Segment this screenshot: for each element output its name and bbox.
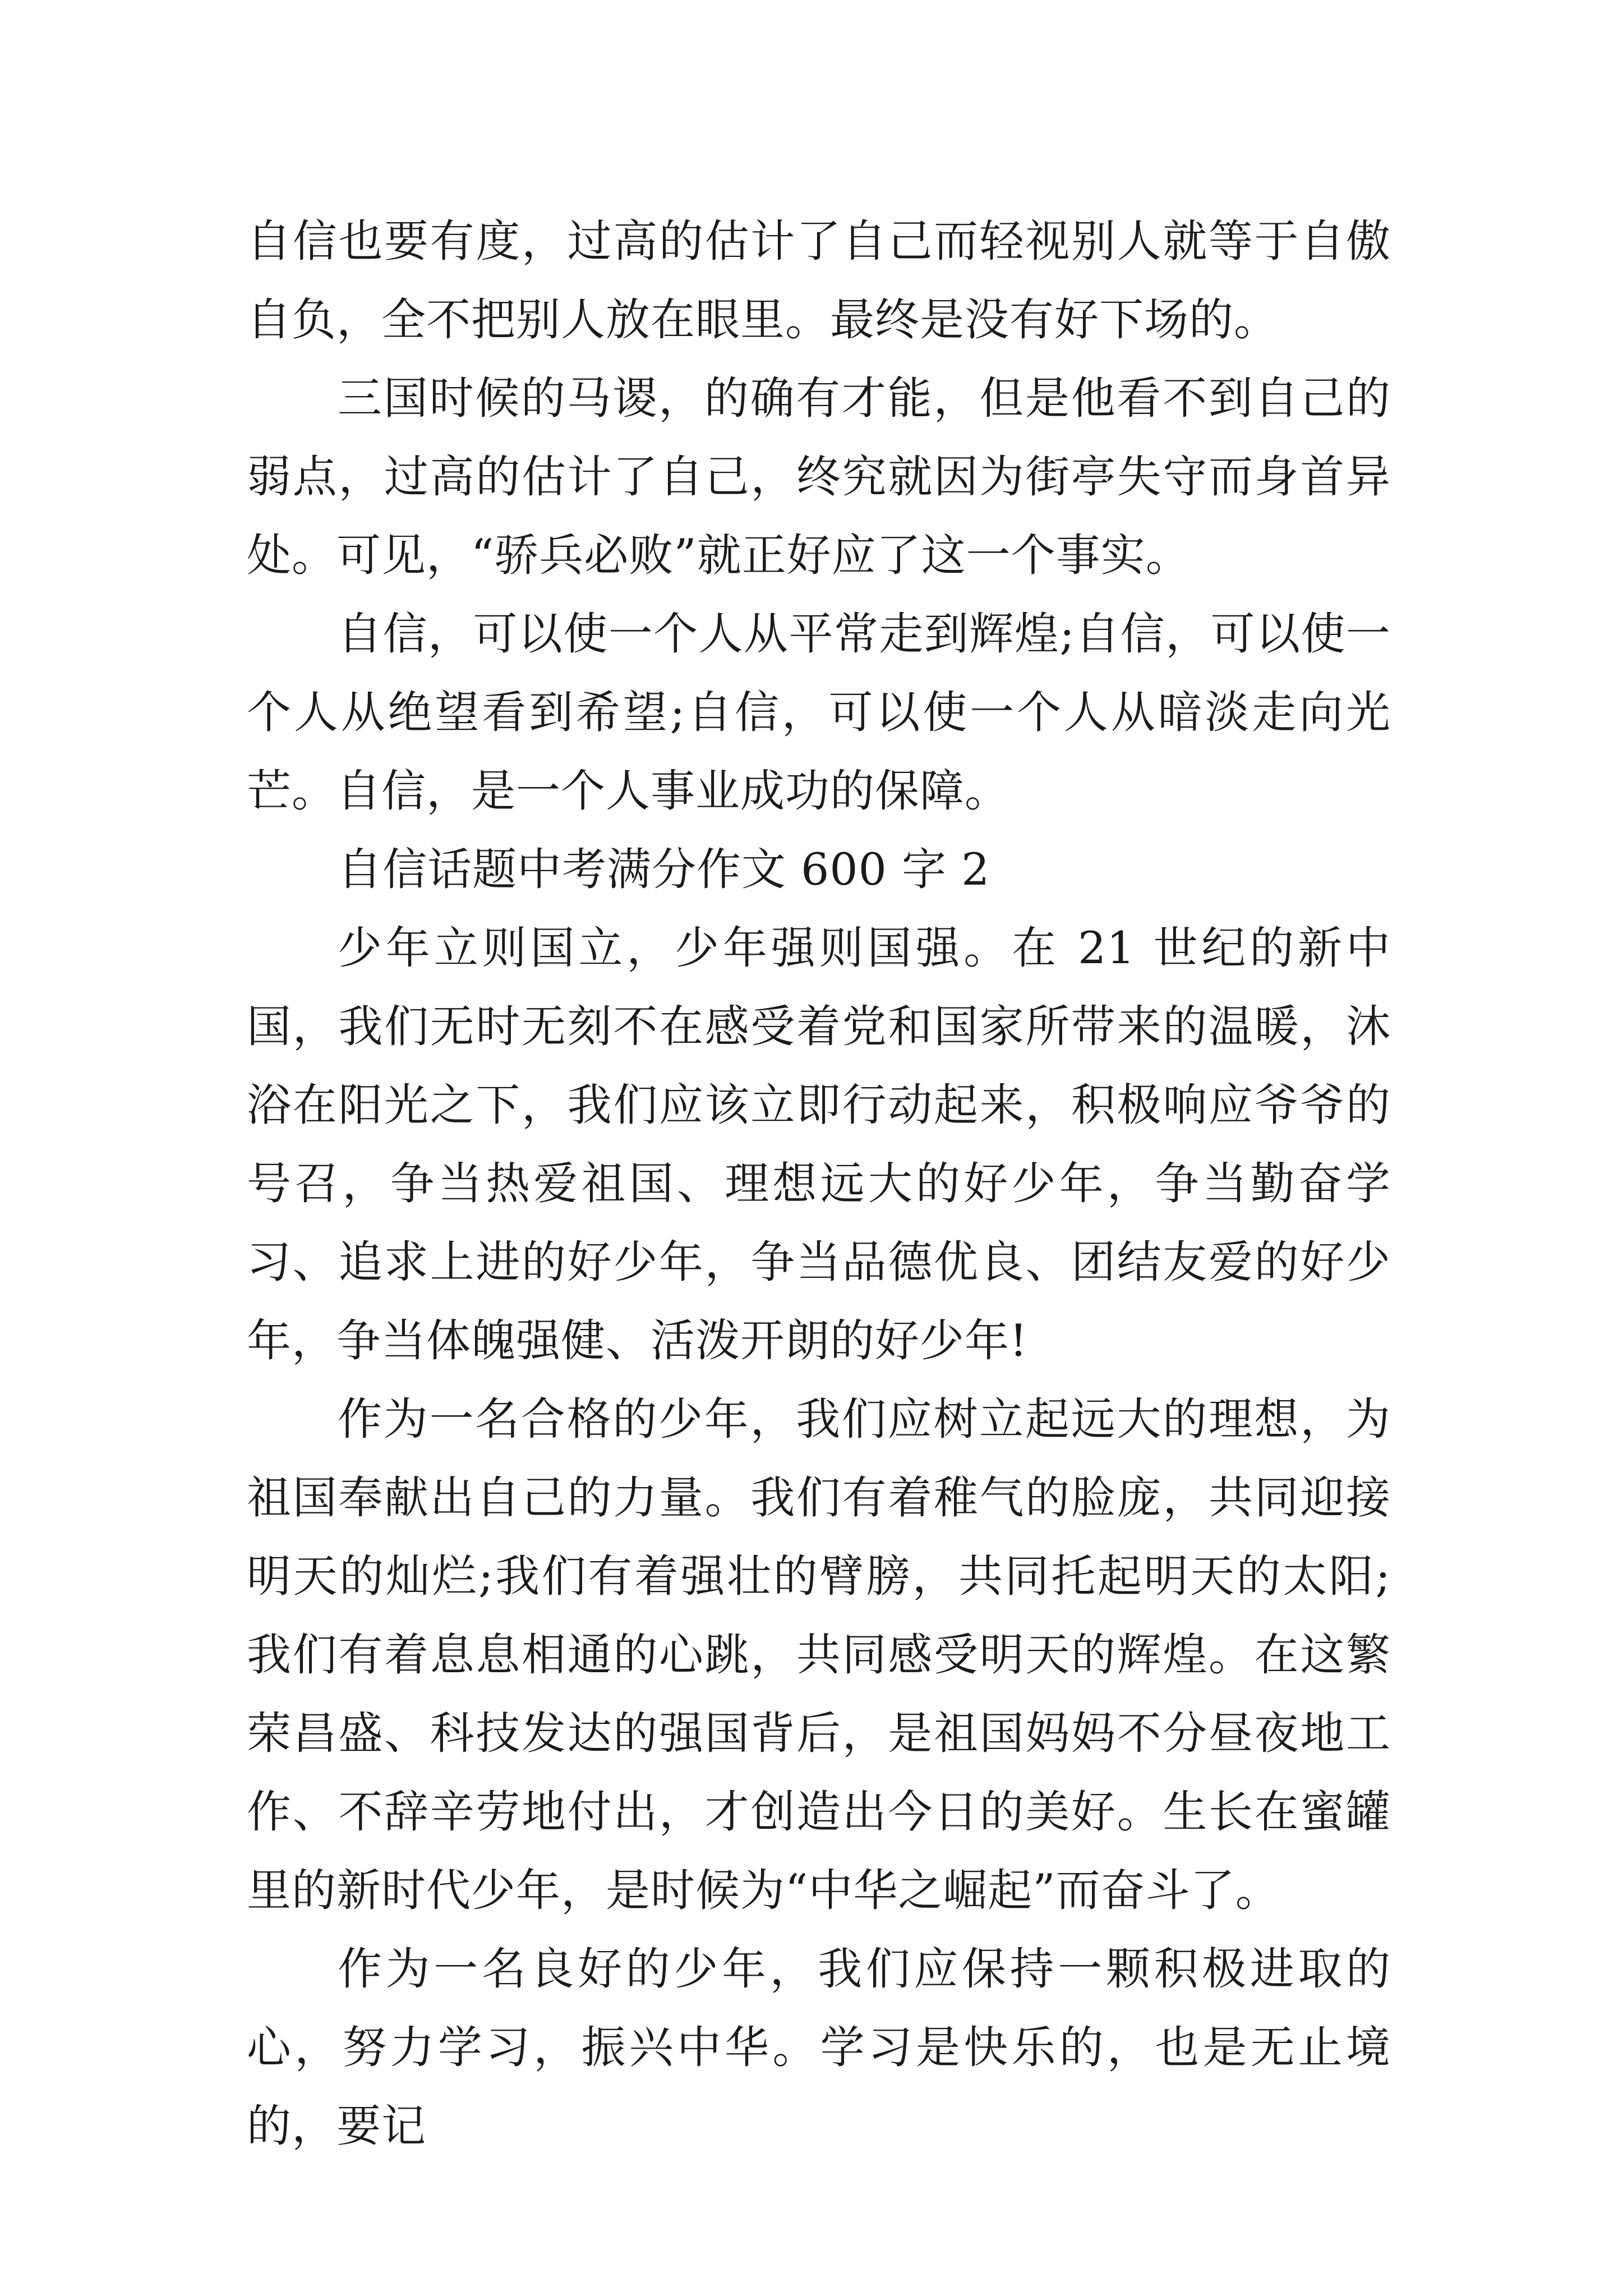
paragraph: 自信，可以使一个人从平常走到辉煌;自信，可以使一个人从绝望看到希望;自信，可以使一个人从暗淡走向光芒。自信，是一个人事业成功的保障。 bbox=[247, 608, 1391, 817]
paragraph: 三国时候的马谡，的确有才能，但是他看不到自己的弱点，过高的估计了自己，终究就因为街亭失守而身首异处。可见，“骄兵必败”就正好应了这一个事实。 bbox=[247, 372, 1391, 581]
essay-heading: 自信话题中考满分作文 600 字 2 bbox=[338, 844, 990, 895]
document-body bbox=[247, 202, 1391, 2165]
paragraph: 作为一名良好的少年，我们应保持一颗积极进取的心，努力学习，振兴中华。学习是快乐的，也是无止境的，要记 bbox=[247, 1943, 1391, 2152]
paragraph: 自信也要有度，过高的估计了自己而轻视别人就等于自傲自负，全不把别人放在眼里。最终是没有好下场的。 bbox=[247, 215, 1391, 346]
paragraph: 作为一名合格的少年，我们应树立起远大的理想，为祖国奉献出自己的力量。我们有着稚气的脸庞，共同迎接明天的灿烂;我们有着强壮的臂膀，共同托起明天的太阳;我们有着息息相通的心跳，共同感受明天的辉煌。在这繁荣昌盛、科技发达的强国背后，是祖国妈妈不分昼夜地工作、不辞辛劳地付出，才创造出今日的美好。生长在蜜罐里的新时代少年，是时候为“中华之崛起”而奋斗了。 bbox=[247, 1393, 1391, 1916]
paragraph: 少年立则国立，少年强则国强。在 21 世纪的新中国，我们无时无刻不在感受着党和国家所带来的温暖，沐浴在阳光之下，我们应该立即行动起来，积极响应爷爷的号召，争当热爱祖国、理想远大的好少年，争当勤奋学习、追求上进的好少年，争当品德优良、团结友爱的好少年，争当体魄强健、活泼开朗的好少年! bbox=[247, 922, 1391, 1366]
